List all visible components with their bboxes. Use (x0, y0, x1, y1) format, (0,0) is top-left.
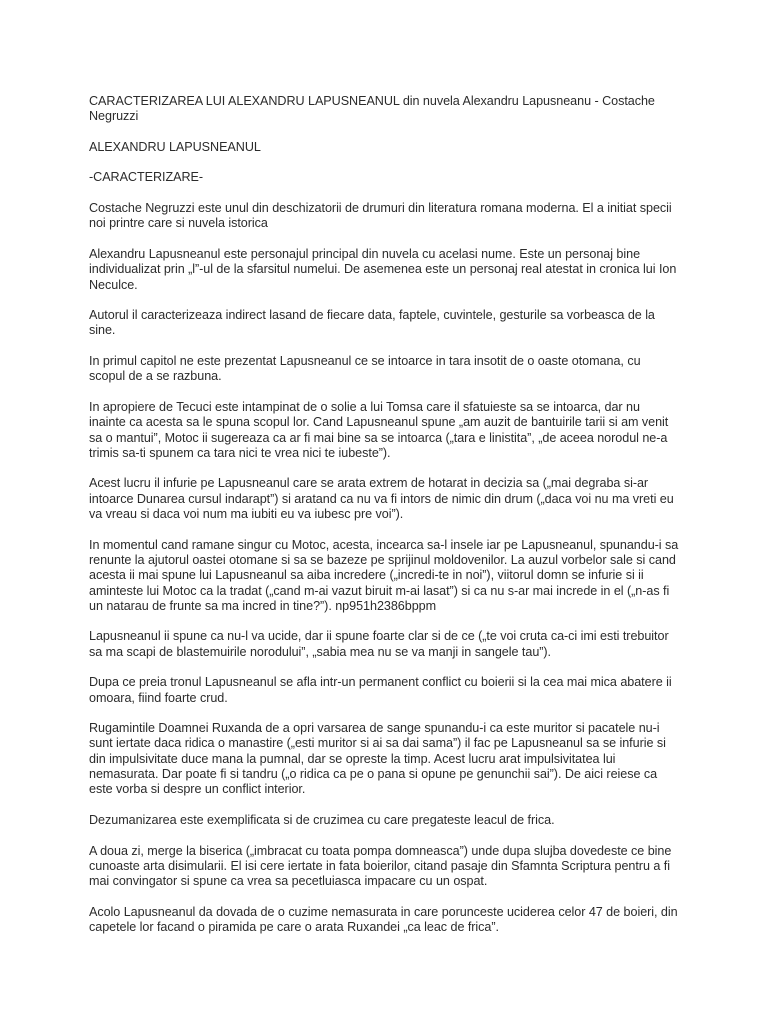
document-title: CARACTERIZAREA LUI ALEXANDRU LAPUSNEANUL din nuvela Alexandru Lapusneanu - Costache Negruzzi (89, 94, 655, 124)
paragraph: In primul capitol ne este prezentat Lapusneanul ce se intoarce in tara insotit de o oaste otomana, cu scopul de a se razbuna. (89, 354, 641, 384)
paragraph: Dezumanizarea este exemplificata si de cruzimea cu care pregateste leacul de frica. (89, 812, 555, 827)
paragraph: In apropiere de Tecuci este intampinat de o solie a lui Tomsa care il sfatuieste sa se intoarca, dar nu inainte ca acesta sa le spuna scopul lor. Cand Lapusneanul spune „am auzit de bantuirile tarii si am venit sa o mantui”, Motoc ii sugereaza ca ar fi mai bine sa se intoarca („tara e linistita”, „de aceea norodul ne-a trimis sa-ti spunem ca tara nici te vrea nici te iubeste”). (89, 399, 669, 460)
paragraph: Lapusneanul ii spune ca nu-l va ucide, dar ii spune foarte clar si de ce („te voi cruta ca-ci imi esti trebuitor sa ma scapi de blastemuirile norodului”, „sabia mea nu se va manji in sangele tau”). (89, 629, 669, 659)
paragraph: Alexandru Lapusneanul este personajul principal din nuvela cu acelasi nume. Este un personaj bine individualizat prin „l”-ul de la sfarsitul numelui. De asemenea este un personaj real atestat in cronica lui Ion Neculce. (89, 246, 677, 292)
paragraph: Costache Negruzzi este unul din deschizatorii de drumuri din literatura romana moderna. El a initiat specii noi printre care si nuvela istorica (89, 201, 672, 231)
paragraph: Autorul il caracterizeaza indirect lasand de fiecare data, faptele, cuvintele, gesturile sa vorbeasca de la sine. (89, 308, 655, 338)
paragraph: Acest lucru il infurie pe Lapusneanul care se arata extrem de hotarat in decizia sa („mai degraba si-ar intoarce Dunarea cursul indarapt”) si aratand ca nu va fi intors de nimic din drum („daca voi nu ma vreti eu va vreau si daca voi num ma iubiti eu va iubesc pre voi”). (89, 476, 674, 522)
paragraph: Acolo Lapusneanul da dovada de o cuzime nemasurata in care porunceste uciderea celor 47 de boieri, din capetele lor facand o piramida pe care o arata Ruxandei „ca leac de frica”. (89, 904, 678, 935)
paragraph: In momentul cand ramane singur cu Motoc, acesta, incearca sa-l insele iar pe Lapusneanul, spunandu-i sa renunte la ajutorul oastei otomane si sa se bazeze pe sprijinul moldovenilor. La auzul vorbelor sale si cand acesta ii mai spune lui Lapusneanul sa aiba incredere („incredi-te in noi”), viitorul domn se infurie si ii aminteste lui Motoc ca la tradat („cand m-ai vazut biruit m-ai lasat”) si ca nu s-ar mai increde in el („n-as fi un natarau de frunte sa ma incred in tine?”). np951h2386bppm (89, 537, 679, 613)
document-page (89, 94, 679, 951)
paragraph: A doua zi, merge la biserica („imbracat cu toata pompa domneasca”) unde dupa slujba dovedeste ce bine cunoaste arta disimularii. El isi cere iertate in fata boierilor, citand pasaje din Sfamnta Scriptura pentru a fi mai convingator si spune ca vrea sa pecetluiasca impacare cu un ospat. (89, 843, 672, 889)
paragraph: Dupa ce preia tronul Lapusneanul se afla intr-un permanent conflict cu boierii si la cea mai mica abatere ii omoara, fiind foarte crud. (89, 675, 672, 705)
document-heading: ALEXANDRU LAPUSNEANUL (89, 139, 261, 154)
paragraph: Rugamintile Doamnei Ruxanda de a opri varsarea de sange spunandu-i ca este muritor si pacatele nu-i sunt iertate daca ridica o manastire („esti muritor si ai sa dai sama”) il fac pe Lapusneanul sa se infurie si din impulsivitate duce mana la pumnal, dar se opreste la timp. Acest lucru arat impulsivitatea lui nemasurata. Dar poate fi si tandru („o ridica ca pe o pana si opune pe genunchii sai”). De aici reiese ca este vorba si despre un conflict interior. (89, 721, 666, 797)
document-subheading: -CARACTERIZARE- (89, 170, 203, 185)
